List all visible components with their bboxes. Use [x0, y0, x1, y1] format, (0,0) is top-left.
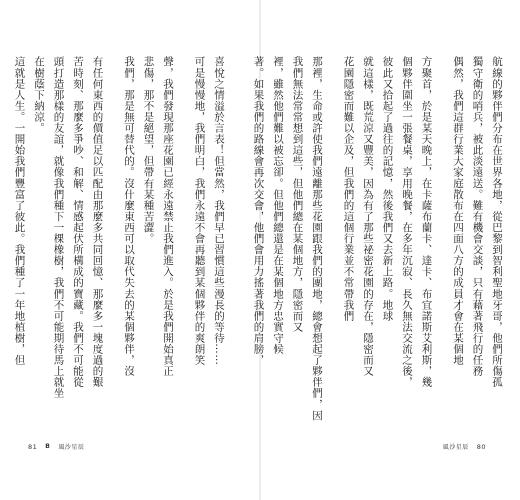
text-column: 航線的夥伴們分布在世界各地，從巴黎到智利聖地牙哥，他們所傷孤: [491, 56, 503, 388]
text-column: 可是慢慢地，我們明白，我們永遠不會再聽到某個夥伴的爽朗笑: [193, 56, 206, 366]
text-column: 那裡，生命或許使我們遠離那些花園跟我們的團地，總會想起了夥伴們，因: [311, 56, 323, 421]
publisher-mark: B: [45, 443, 51, 450]
text-column: 獨守衛的哨兵，被此淡遠送。難有機會交談，只有藉著飛行的任務: [471, 56, 484, 377]
running-title: 風沙星辰: [58, 444, 85, 451]
page-number: 80: [476, 442, 486, 451]
text-column: 偶然，我們這群行業大家庭散布在四面八方的成員才會在某個地: [452, 56, 464, 366]
text-column: 著。如果我們的路線會再次交會，他們會用力搖著我們的肩膀，: [252, 56, 265, 366]
text-column: 悲傷，那不是絕望，但帶有某種苦澀。: [142, 56, 155, 244]
text-column: 聲，我們發現那座花園已經永遠禁止我們進入。於是我們開始真正: [162, 56, 174, 377]
running-title: 風沙星辰: [442, 444, 469, 451]
text-column: 個夥伴圍坐一張餐桌，享用晚餐，在多年沉寂、長久無法交流之後，: [401, 56, 413, 388]
right-page-folio: [443, 442, 486, 451]
text-column: 苦時刻、那麼多爭吵、和解、情感起伏所構成的寶藏。我們不可能從: [72, 56, 84, 388]
text-column: 在樹蔭下納涼。: [33, 56, 45, 134]
text-column: 我們無法常常想到這些，但他們總在某個地方，隱密而又: [291, 56, 304, 333]
text-column: 這就是人生。一開始我們豐富了彼此。我們種了一年地植樹，但: [13, 56, 26, 366]
text-column: 有任何東西的價值足以匹配由那麼多共同回憶、那麼多一塊度過的艱: [91, 56, 104, 388]
text-column: 方聚首，於是某天晚上，在卡薩布蘭卡、達卡、布宜諾斯艾利斯，幾: [420, 56, 433, 388]
text-column: 彼此又拾起了過往的記憶，然後我們又去新上路。地球: [381, 56, 394, 322]
left-page: [0, 0, 258, 500]
text-column: 就這樣，既荒涼又豐美，因為有了那些祕密花園的存在，隱密而又: [362, 56, 374, 377]
left-page-text: [0, 56, 228, 416]
page-number: 81: [28, 442, 38, 451]
right-page-text: [248, 56, 506, 421]
left-page-folio: [28, 442, 84, 451]
text-column: 喜悅之情溢於言表！但當然，我們早已習慣這些漫長的等待……: [213, 56, 225, 366]
text-column: 裡，雖然他們難以被忘卻。但他們總還是在某個地方忠實守候: [272, 56, 284, 355]
text-column: 頭打造那樣的友誼，就像我們種下一棵橡樹，我們不可能期待馬上就坐: [52, 56, 65, 399]
right-page: [252, 0, 520, 500]
text-column: 花園隱密而難以企及，但我們的這個行業並不常帶我們: [342, 56, 355, 322]
text-column: 我們，那是無可替代的。沒什麼東西可以取代失去的某個夥伴，沒: [123, 56, 135, 377]
